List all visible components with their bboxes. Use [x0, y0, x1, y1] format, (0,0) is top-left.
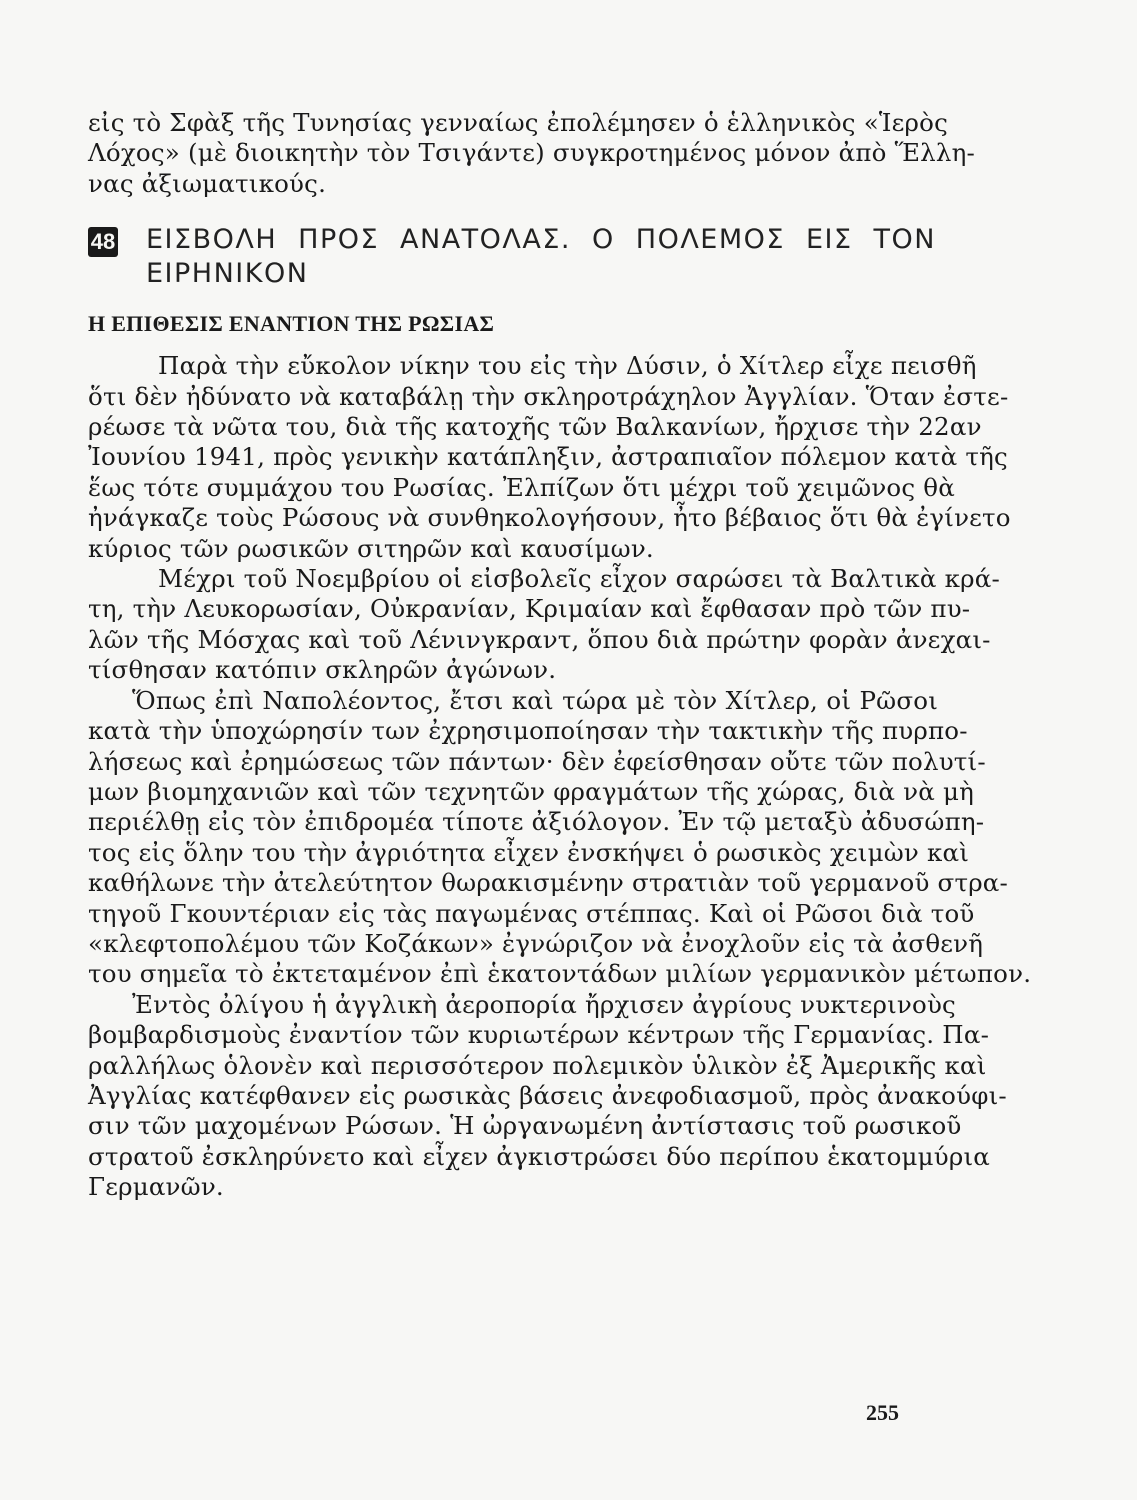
- section-number-badge: 48: [88, 227, 118, 257]
- text-line: τη, τὴν Λευκορωσίαν, Οὐκρανίαν, Κριμαίαν καὶ ἔφθασαν πρὸ τῶν πυ-: [88, 594, 971, 624]
- text-line: «κλεφτοπολέμου τῶν Κοζάκων» ἐγνώριζον νὰ ἐνοχλοῦν εἰς τὰ ἀσθενῆ: [88, 928, 984, 958]
- section-title: [146, 223, 936, 291]
- text-line: τίσθησαν κατόπιν σκληρῶν ἀγώνων.: [88, 655, 557, 685]
- text-line: του σημεῖα τὸ ἐκτεταμένον ἐπὶ ἑκατοντάδων μιλίων γερμανικὸν μέτωπον.: [88, 959, 1032, 989]
- text-line: ἠνάγκαζε τοὺς Ρώσους νὰ συνθηκολογήσουν, ἦτο βέβαιος ὅτι θὰ ἐγίνετο: [88, 503, 1011, 533]
- subheading: Η ΕΠΙΘΕΣΙΣ ΕΝΑΝΤΙΟΝ ΤΗΣ ΡΩΣΙΑΣ: [88, 311, 495, 337]
- text-line: Ἰουνίου 1941, πρὸς γενικὴν κατάπληξιν, ἀστραπιαῖον πόλεμον κατὰ τῆς: [88, 442, 1008, 472]
- paragraph: [88, 564, 1000, 686]
- text-line: κατὰ τὴν ὑποχώρησίν των ἐχρησιμοποίησαν τὴν τακτικὴν τῆς πυρπο-: [88, 716, 968, 746]
- text-line: ὅτι δὲν ἠδύνατο νὰ καταβάλῃ τὴν σκληροτράχηλον Ἀγγλίαν. Ὅταν ἐστε-: [88, 381, 1009, 411]
- section-heading: [88, 223, 938, 291]
- text-line: Μέχρι τοῦ Νοεμβρίου οἱ εἰσβολεῖς εἶχον σαρώσει τὰ Βαλτικὰ κρά-: [158, 564, 1000, 594]
- paragraph: [88, 351, 1011, 564]
- text-line: εἰς τὸ Σφὰξ τῆς Τυνησίας γενναίως ἐπολέμησεν ὁ ἑλληνικὸς «Ἱερὸς: [88, 108, 949, 137]
- text-line: σιν τῶν μαχομένων Ρώσων. Ἡ ὠργανωμένη ἀντίστασις τοῦ ρωσικοῦ: [88, 1111, 962, 1141]
- text-line: λῶν τῆς Μόσχας καὶ τοῦ Λένινγκραντ, ὅπου διὰ πρώτην φορὰν ἀνεχαι-: [88, 624, 991, 654]
- text-line: Ὅπως ἐπὶ Ναπολέοντος, ἔτσι καὶ τώρα μὲ τὸν Χίτλερ, οἱ Ρῶσοι: [132, 685, 938, 715]
- text-line: τος εἰς ὅλην του τὴν ἀγριότητα εἶχεν ἐνσκήψει ὁ ρωσικὸς χειμὼν καὶ: [88, 837, 970, 867]
- section-title-line: ΕΙΣΒΟΛΗ ΠΡΟΣ ΑΝΑΤΟΛΑΣ. Ο ΠΟΛΕΜΟΣ ΕΙΣ ΤΟΝ: [146, 224, 936, 256]
- text-line: στρατοῦ ἐσκληρύνετο καὶ εἶχεν ἀγκιστρώσει δύο περίπου ἑκατομμύρια: [88, 1141, 991, 1171]
- text-line: ἕως τότε συμμάχου του Ρωσίας. Ἐλπίζων ὅτι μέχρι τοῦ χειμῶνος θὰ: [88, 472, 955, 502]
- text-line: κύριος τῶν ρωσικῶν σιτηρῶν καὶ καυσίμων.: [88, 533, 654, 563]
- text-line: βομβαρδισμοὺς ἐναντίον τῶν κυριωτέρων κέντρων τῆς Γερμανίας. Πα-: [88, 1020, 990, 1050]
- text-line: ραλλήλως ὁλονὲν καὶ περισσότερον πολεμικὸν ὑλικὸν ἐξ Ἀμερικῆς καὶ: [88, 1050, 987, 1080]
- text-line: λήσεως καὶ ἐρημώσεως τῶν πάντων· δὲν ἐφείσθησαν οὔτε τῶν πολυτί-: [88, 746, 986, 776]
- paragraph: [88, 989, 1007, 1203]
- intro-paragraph: [88, 108, 975, 199]
- text-line: ρέωσε τὰ νῶτα του, διὰ τῆς κατοχῆς τῶν Βαλκανίων, ἤρχισε τὴν 22αν: [88, 412, 982, 442]
- text-line: Ἀγγλίας κατέφθανεν εἰς ρωσικὰς βάσεις ἀνεφοδιασμοῦ, πρὸς ἀνακούφι-: [88, 1080, 1007, 1110]
- section-title-line: ΕΙΡΗΝΙΚΟΝ: [146, 258, 309, 290]
- text-line: νας ἀξιωματικούς.: [88, 168, 327, 198]
- paragraph: [88, 685, 1032, 990]
- text-line: μων βιομηχανιῶν καὶ τῶν τεχνητῶν φραγμάτων τῆς χώρας, διὰ νὰ μὴ: [88, 776, 974, 806]
- text-line: τηγοῦ Γκουντέριαν εἰς τὰς παγωμένας στέππας. Καὶ οἱ Ρῶσοι διὰ τοῦ: [88, 898, 975, 928]
- text-line: καθήλωνε τὴν ἀτελεύτητον θωρακισμένην στρατιὰν τοῦ γερμανοῦ στρα-: [88, 868, 1009, 898]
- page-body: [88, 108, 1032, 1203]
- page-number: 255: [866, 1400, 899, 1425]
- text-line: Παρὰ τὴν εὔκολον νίκην του εἰς τὴν Δύσιν, ὁ Χίτλερ εἶχε πεισθῆ: [158, 351, 977, 381]
- text-line: Λόχος» (μὲ διοικητὴν τὸν Τσιγάντε) συγκροτημένος μόνον ἀπὸ Ἕλλη-: [88, 138, 975, 168]
- text-line: περιέλθῃ εἰς τὸν ἐπιδρομέα τίποτε ἀξιόλογον. Ἐν τῷ μεταξὺ ἀδυσώπη-: [88, 807, 985, 837]
- text-line: Γερμανῶν.: [88, 1172, 224, 1202]
- text-line: Ἐντὸς ὀλίγου ἡ ἀγγλικὴ ἀεροπορία ἤρχισεν ἀγρίους νυκτερινοὺς: [132, 989, 956, 1019]
